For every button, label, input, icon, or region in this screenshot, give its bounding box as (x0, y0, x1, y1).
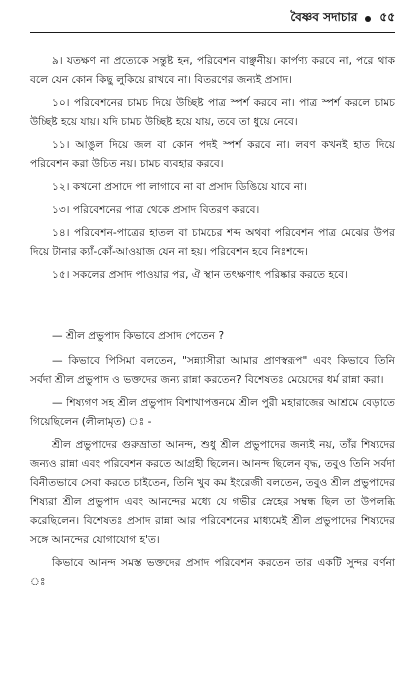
answer-paragraph: — শিষ্যগণ সহ শ্রীল প্রভুপাদ বিশাখাপত্তনমে শ্রীল পুরী মহারাজের আশ্রমে বেড়াতে গিয়েছিলেন (লীলামৃত) ঃ - (30, 397, 395, 428)
body-paragraph: কিভাবে আনন্দ সমস্ত ভক্তদের প্রসাদ পরিবেশন করতেন তার একটি সুন্দর বর্ণনা ঃ (30, 557, 395, 588)
body-paragraph: শ্রীল প্রভুপাদের গুরুভ্রাতা আনন্দ, শুধু শ্রীল প্রভুপাদের জন্যই নয়, তাঁর শিষ্যদের জন্যও রান্না এবং পরিবেশন করতে আগ্রহী ছিলেন। আনন্দ ছিলেন বৃদ্ধ, তবুও তিনি সর্বদা বিনীতভাবে সেবা করতে চাইতেন, তিনি খুব কম ইংরেজী বলতেন, তবুও শ্রীল প্রভুপাদের শিষ্যরা শ্রীল প্রভুপাদ এবং আনন্দের মধ্যে যে গভীর স্নেহের সম্বন্ধ ছিল তা উপলব্ধি করেছিলেন। বিশেষতঃ প্রসাদ রান্না আর পরিবেশনের মাধ্যমেই শ্রীল প্রভুপাদের শিষ্যদের সঙ্গে আনন্দের যোগাযোগ হ'ত। (30, 439, 395, 546)
list-item: ১৩। পরিবেশনের পাত্র থেকে প্রসাদ বিতরণ করবে। (52, 204, 260, 216)
header-bullet-icon (365, 16, 371, 22)
answer-paragraph: — কিভাবে পিসিমা বলতেন, "সন্ন্যাসীরা আমার প্রাণস্বরূপ" এবং কিভাবে তিনি সর্বদা শ্রীল প্রভুপাদ ও ভক্তদের জন্য রান্না করতেন? বিশেষতঃ মেয়েদের ধর্ম রান্না করা। (30, 355, 395, 386)
list-item: ১১। আঙুল দিয়ে জল বা কোন পদই স্পর্শ করবে না। লবণ কখনই হাত দিয়ে পরিবেশন করা উচিত নয়। চামচ ব্যবহার করবে। (30, 139, 395, 170)
list-item: ১০। পরিবেশনের চামচ দিয়ে উচ্ছিষ্ট পাত্র স্পর্শ করবে না। পাত্র স্পর্শ করলে চামচ উচ্ছিষ্ট হয়ে যায়। যদি চামচ উচ্ছিষ্ট হয়ে যায়, তবে তা ধুয়ে নেবে। (30, 97, 395, 128)
page-number: ৫৫ (379, 10, 395, 24)
section-question: — শ্রীল প্রভুপাদ কিভাবে প্রসাদ পেতেন ? (52, 330, 225, 342)
header-title: বৈষ্ণব সদাচার (290, 10, 358, 24)
section-gap (30, 289, 395, 327)
list-item: ১৫। সকলের প্রসাদ পাওয়ার পর, ঐ স্থান তৎক্ষণাৎ পরিষ্কার করতে হবে। (52, 269, 348, 281)
list-item: ১৪। পরিবেশন-পাত্রের হাতল বা চামচের শব্দ অথবা পরিবেশন পাত্র মেঝের উপর দিয়ে টানার ক্যাঁ-কোঁ-আওয়াজ যেন না হয়। পরিবেশন হবে নিঃশব্দে। (30, 227, 395, 258)
running-header (30, 8, 395, 30)
header-rule (30, 32, 395, 33)
page-body (30, 52, 395, 596)
list-item: ১২। কখনো প্রসাদে পা লাগাবে না বা প্রসাদ ডিঙিয়ে যাবে না। (52, 181, 307, 193)
list-item: ৯। যতক্ষণ না প্রত্যেকে সন্তুষ্ট হন, পরিবেশন বাঞ্ছনীয়। কার্পণ্য করবে না, পরে থাক বলে যেন কোন কিছু লুকিয়ে রাখবে না। বিতরণের জন্যই প্রসাদ। (30, 55, 395, 86)
